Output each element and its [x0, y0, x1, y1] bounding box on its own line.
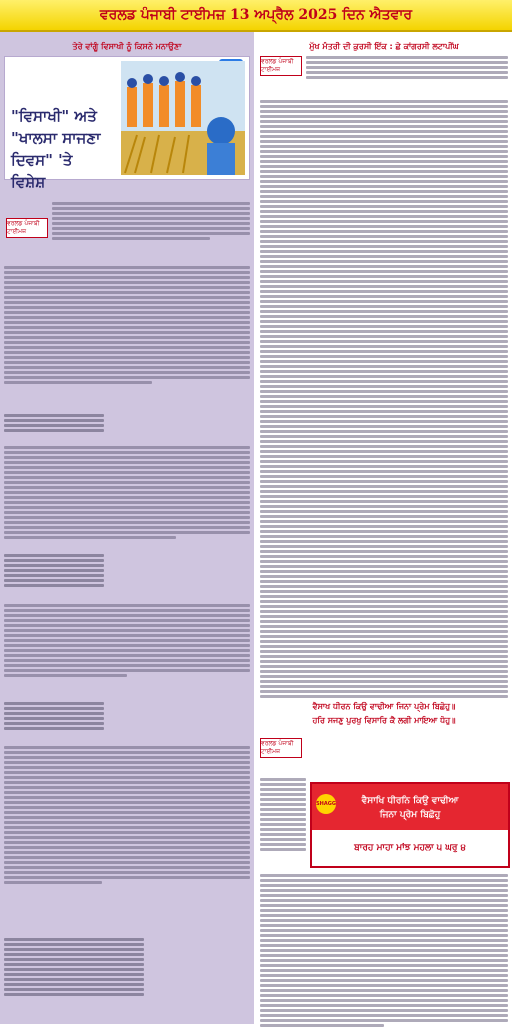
section2-headline-1: ਵੈਸਾਖ ਧੀਰਨ ਕਿਉ ਵਾਢੀਆ ਜਿਨਾ ਪ੍ਰੇਮ ਬਿਛੋਹੁ॥: [312, 702, 456, 711]
left-headline: ਤੇਰੇ ਵਾਂਗੂੰ ਵਿਸਾਖੀ ਨੂੰ ਕਿਸਨੇ ਮਨਾਉਣਾ: [72, 42, 182, 51]
author-logo-right: ਵਰਲਡ ਪੰਜਾਬੀ ਟਾਈਮਜ਼: [260, 56, 302, 76]
author-logo: ਵਰਲਡ ਪੰਜਾਬੀ ਟਾਈਮਜ਼: [6, 218, 48, 238]
poem-4: [4, 936, 144, 998]
poem-1: [4, 412, 104, 434]
article-body-1: [4, 264, 250, 386]
poem-2: [4, 552, 104, 589]
right-headline: ਮੁੱਖ ਮੰਤਰੀ ਦੀ ਕੁਰਸੀ ਇੱਕ : ਛੇ ਕਾਂਗਰਸੀ ਲਟਾਪੀਂਘ: [309, 42, 459, 51]
event-line-1: ਵੈਸਾਖਿ ਧੀਰਨਿ ਕਿਉ ਵਾਢੀਆ: [361, 796, 459, 806]
festival-photo: [121, 61, 245, 175]
event-line-2: ਜਿਨਾ ਪ੍ਰੇਮ ਬਿਛੋਹੁ: [379, 810, 441, 820]
hero-title: "ਵਿਸਾਖੀ" ਅਤੇ "ਖਾਲਸਾ ਸਾਜਣਾ ਦਿਵਸ" 'ਤੇ ਵਿਸ਼ੇਸ਼: [11, 107, 101, 191]
event-card: [310, 782, 510, 868]
hero-image: [4, 56, 250, 191]
article-body-2: [4, 444, 250, 541]
right-column: [256, 32, 512, 1024]
sharp-badge: SHAGG: [316, 794, 336, 814]
article-body-3: [4, 602, 250, 679]
section2-side-text: [260, 776, 306, 853]
section2-body: [260, 872, 508, 1029]
left-column: [0, 32, 254, 1024]
cm-article-body: [260, 98, 508, 720]
masthead-title: ਵਰਲਡ ਪੰਜਾਬੀ ਟਾਈਮਜ਼ 13 ਅਪ੍ਰੈਲ 2025 ਦਿਨ ਐਤਵਾਰ: [99, 7, 413, 23]
section2-header: [256, 698, 512, 732]
article-body-4: [4, 744, 250, 886]
section2-headline-2: ਹਰਿ ਸਜਣੁ ਪੁਰਖੁ ਵਿਸਾਰਿ ਕੈ ਲਗੀ ਮਾਇਆ ਧੋਹੁ॥: [312, 716, 456, 725]
poem-3: [4, 700, 104, 732]
article-intro: [52, 200, 250, 242]
author-logo-right-2: ਵਰਲਡ ਪੰਜਾਬੀ ਟਾਈਮਜ਼: [260, 738, 302, 758]
masthead: [0, 0, 512, 32]
event-line-3: ਬਾਰਹ ਮਾਹਾ ਮਾਂਝ ਮਹਲਾ ੫ ਘਰੁ ੪: [312, 830, 508, 866]
cm-article-intro: [306, 54, 508, 81]
